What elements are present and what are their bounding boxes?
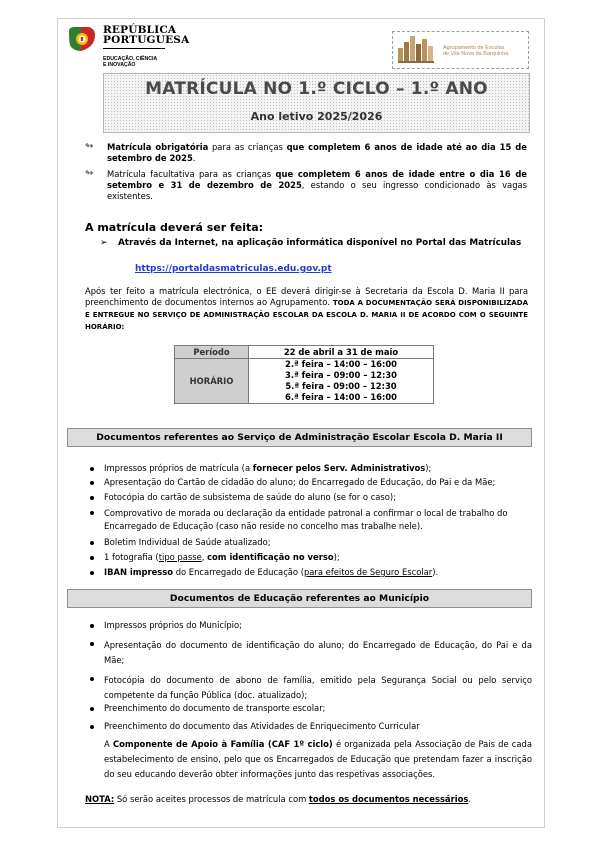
period-value: 22 de abril a 31 de maio <box>249 346 434 359</box>
doc-underline: tipo passe <box>158 552 202 562</box>
portal-link[interactable]: https://portaldasmatriculas.edu.gov.pt <box>135 264 332 274</box>
turn-arrow-icon: ↬ <box>85 168 94 179</box>
chevron-right-icon: ➢ <box>100 238 108 248</box>
optional-condition: que completem 6 anos de idade entre o dia 16 de setembro e 31 de dezembro de 2025 <box>107 169 527 190</box>
doc-end: ); <box>425 463 432 473</box>
section-school-documents-title: Documentos referentes ao Serviço de Administração Escolar Escola D. Maria II <box>67 428 532 447</box>
header-rule <box>103 48 165 49</box>
doc-text: 1 fotografia ( <box>104 552 159 562</box>
caf-note <box>104 737 532 782</box>
list-item: Apresentação do Cartão de cidadão do aluno; do Encarregado de Educação, do Pai e da Mãe; <box>104 477 496 487</box>
doc-bold: IBAN impresso <box>104 567 174 577</box>
table-row <box>175 346 434 359</box>
republica-line: REPÚBLICA <box>103 24 177 36</box>
bullet-icon <box>90 571 94 575</box>
ministry-line-1: EDUCAÇÃO, CIÊNCIA <box>103 56 158 62</box>
mandatory-text: para as crianças <box>208 142 287 152</box>
doc-underline: para efeitos de Seguro Escolar <box>303 567 433 577</box>
hours-line: 2.ª feira – 14:00 – 16:00 <box>285 359 397 369</box>
section-municipality-documents-title: Documentos de Educação referentes ao Município <box>67 589 532 608</box>
mandatory-condition: que completem 6 anos de idade até ao dia 15 de setembro de 2025 <box>107 142 527 163</box>
caf-text: A <box>104 739 113 749</box>
enrol-instructions <box>85 286 528 333</box>
list-item <box>104 463 532 474</box>
note-bold: todos os documentos necessários <box>308 794 469 804</box>
doc-text: , <box>201 552 208 562</box>
intro-item-mandatory <box>107 142 527 164</box>
hours-line: 6.ª feira – 14:00 – 16:00 <box>285 392 397 402</box>
republica-portuguesa-wordmark <box>103 25 189 45</box>
caf-bold: Componente de Apoio à Família (CAF 1º ciclo) <box>112 739 333 749</box>
turn-arrow-icon: ↬ <box>85 141 94 152</box>
enrol-method: Através da Internet, na aplicação informática disponível no Portal das Matrículas <box>118 238 522 248</box>
bullet-icon <box>90 511 94 515</box>
schedule-table <box>174 345 434 404</box>
table-row <box>175 359 434 404</box>
bullet-icon <box>90 642 94 646</box>
list-item: Fotocópia do documento de abono de família, emitido pela Segurança Social ou pelo serviço competente da função Pública (doc. atualizado); <box>104 675 532 700</box>
doc-bold: com identificação no verso <box>207 552 334 562</box>
bullet-icon <box>90 541 94 545</box>
agrupamento-line-2: de Vila Nova da Barquinha <box>443 51 509 57</box>
bullet-icon <box>90 677 94 681</box>
portuguesa-line: PORTUGUESA <box>103 34 190 46</box>
doc-end: ); <box>333 552 340 562</box>
school-year: Ano letivo 2025/2026 <box>250 110 383 123</box>
republica-portuguesa-logo <box>67 25 99 53</box>
mandatory-label: Matrícula obrigatória <box>107 142 209 152</box>
list-item: Preenchimento do documento de transporte escolar; <box>104 703 326 713</box>
optional-end: , estando o seu ingresso condicionado às vagas existentes. <box>107 180 528 201</box>
agrupamento-logo-icon <box>394 32 440 66</box>
list-item: Preenchimento do documento das Atividades de Enriquecimento Curricular <box>104 721 420 731</box>
list-item: Boletim Individual de Saúde atualizado; <box>104 537 271 547</box>
doc-bold: fornecer pelos Serv. Administrativos <box>252 463 426 473</box>
hours-line: 5.ª feira - 09:00 – 12:30 <box>285 381 397 391</box>
doc-text: do Encarregado de Educação ( <box>173 567 304 577</box>
mandatory-end: . <box>192 153 196 163</box>
enrol-heading: A matrícula deverá ser feita: <box>85 221 264 234</box>
final-note <box>85 794 528 805</box>
period-label: Período <box>175 346 249 359</box>
bullet-icon <box>90 467 94 471</box>
intro-item-optional <box>107 169 527 202</box>
agrupamento-name <box>443 45 527 57</box>
bullet-icon <box>90 707 94 711</box>
note-label: NOTA: <box>85 794 115 804</box>
instructions-text: Após ter feito a matrícula electrónica, o EE deverá dirigir-se à Secretaria da Escola D. Maria II para preenchimento de documentos internos ao Agrupamento. <box>85 286 528 307</box>
caf-text: é organizada pela Associação de Pais de cada estabelecimento de ensino, pelo que os Encarregados de Educação que pretendam fazer a inscrição do seu educando deverão obter informações junto das respetivas associações. <box>104 739 532 779</box>
note-end: . <box>468 794 471 804</box>
list-item: Fotocópia do cartão de subsistema de saúde do aluno (se for o caso); <box>104 492 397 502</box>
bullet-icon <box>90 556 94 560</box>
note-text: Só serão aceites processos de matrícula com <box>114 794 309 804</box>
list-item <box>104 567 532 578</box>
bullet-icon <box>90 624 94 628</box>
ministry-line-2: E INOVAÇÃO <box>103 62 136 68</box>
list-item: Comprovativo de morada ou declaração da entidade patronal a confirmar o local de trabalho do Encarregado de Educação (caso não reside no concelho mas trabalhe nele). <box>104 508 508 531</box>
hours-line: 3.ª feira – 09:00 – 12:30 <box>285 370 397 380</box>
bullet-icon <box>90 496 94 500</box>
hours-label: HORÁRIO <box>175 359 249 404</box>
bullet-icon <box>90 481 94 485</box>
hours-values <box>249 359 434 404</box>
list-item: Apresentação do documento de identificação do aluno; do Encarregado de Educação, do Pai e da Mãe; <box>104 640 532 665</box>
instructions-caps: TODA A DOCUMENTAÇÃO SERÁ DISPONIBILIZADA E ENTREGUE NO SERVIÇO DE ADMINISTRAÇÃO ESCOLAR DA ESCOLA D. MARIA II DE ACORDO COM O SEGUINTE HORÁRIO: <box>85 299 528 331</box>
doc-end: ). <box>432 567 439 577</box>
doc-text: Impressos próprios de matrícula (a <box>104 463 253 473</box>
page-title: MATRÍCULA NO 1.º CICLO – 1.º ANO <box>145 79 488 99</box>
optional-text: Matrícula facultativa para as crianças <box>107 169 276 179</box>
list-item <box>104 552 532 563</box>
bullet-icon <box>90 725 94 729</box>
list-item: Impressos próprios do Município; <box>104 620 242 630</box>
agrupamento-line-1: Agrupamento de Escolas <box>443 45 505 51</box>
ministry-name <box>103 56 157 68</box>
